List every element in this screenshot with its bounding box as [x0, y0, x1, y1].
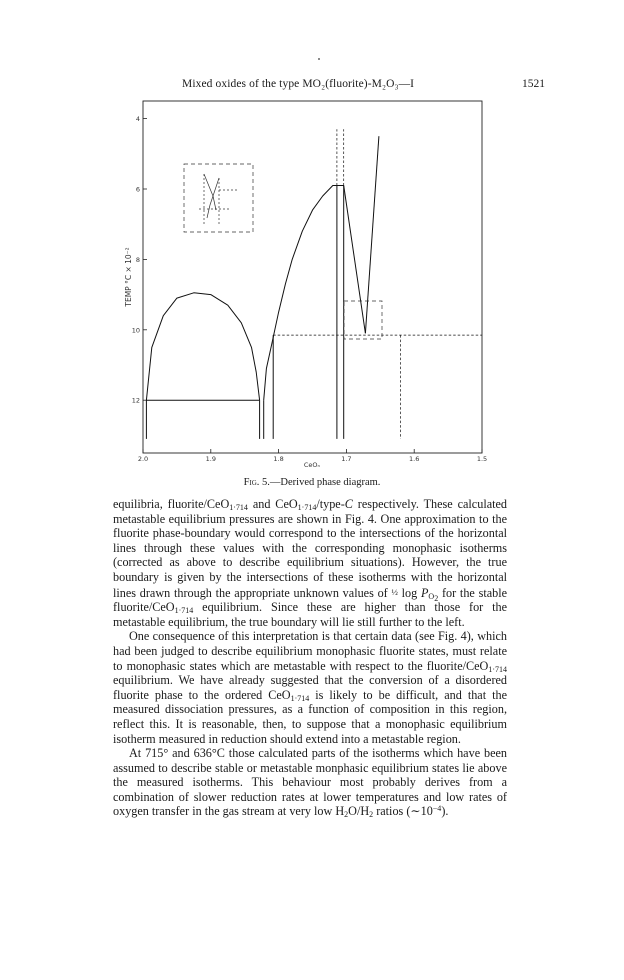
- page-number: 1521: [522, 78, 545, 90]
- y-tick-label: 10: [131, 326, 140, 335]
- x-tick-label: 2.0: [137, 455, 149, 463]
- body-text: [113, 497, 507, 819]
- inset-box: [184, 164, 253, 232]
- x-tick-label: 1.5: [476, 455, 488, 463]
- y-tick-label: 6: [135, 185, 140, 194]
- inset-schematic: [184, 164, 253, 232]
- phase-diagram-figure: [0, 0, 624, 480]
- paragraph: One consequence of this interpretation is that certain data (see Fig. 4), which had been judged to describe equilibrium monophasic fluorite states, must relate to monophasic states which are metastable with respect to the fluorite/CeO$_{1\cdot 714}$ equilibrium. We have already suggested that the conversion of a disordered fluorite phase to the ordered CeO$_{1\cdot 714}$ is likely to be difficult, and that the measured dissociation pressures, as a function of composition in this region, reflect this. It is reasonable, then, to suppose that a monophasic equilibrium isotherm measured in reduction should extend into a metastable region.: [113, 629, 507, 746]
- x-tick-label: 1.9: [205, 455, 216, 463]
- running-head: Mixed oxides of the type MO₂(fluorite)-M₂O₃—I: [182, 78, 415, 90]
- paragraph: At 715° and 636°C those calculated parts of the isotherms which have been assumed to describe stable or metastable monphasic equilibrium states lie above the measured isotherms. This behaviour most probably derives from a combination of slower reduction rates at lower temperatures and low rates of oxygen transfer in the gas stream at very low $H_2O/H_2$ ratios $(\sim 10^{-4})$.: [113, 746, 507, 820]
- x-tick-label: 1.7: [341, 455, 352, 463]
- phase-boundary: [264, 186, 337, 401]
- x-tick-label: 1.6: [409, 455, 420, 463]
- paragraph: equilibria, fluorite/CeO$_{1\cdot 714}$ and CeO$_{1\cdot 714}$/type-C respectively. These calculated metastable equilibrium pressures are shown in Fig. 4. One approximation to the fluorite phase-boundary would correspond to the intersections of the horizontal lines through these values with the corresponding monophasic isotherms (corrected as above to describe equilibrium situations). However, the true boundary is given by the intersections of these isotherms with the horizontal lines drawn through the appropriate unknown values of ½ $\log P_{O_2}$ for the stable fluorite/CeO$_{1\cdot 714}$ equilibrium. Since these are higher than those for the metastable equilibrium, the true boundary will lie still further to the left.: [113, 497, 508, 629]
- caption-label: Fig. 5.: [243, 477, 270, 488]
- phase-boundary: [344, 186, 366, 334]
- inset-boundary-line: [207, 196, 213, 218]
- phase-boundary: [146, 293, 259, 400]
- y-tick-label: 8: [135, 255, 140, 264]
- caption-text: —Derived phase diagram.: [269, 477, 381, 488]
- y-tick-label: 12: [131, 396, 140, 405]
- figure-caption: [0, 477, 624, 488]
- phase-boundaries: [146, 129, 482, 439]
- x-axis-label: CeOₙ: [303, 461, 321, 469]
- x-tick-label: 1.8: [273, 455, 284, 463]
- inset-boundary-line: [213, 196, 216, 210]
- inset-boundary-line: [204, 174, 219, 196]
- phase-boundary: [365, 136, 379, 333]
- y-ticks: [132, 115, 147, 405]
- y-axis-label: TEMP °C × 10⁻²: [124, 247, 133, 307]
- y-tick-label: 4: [135, 115, 140, 124]
